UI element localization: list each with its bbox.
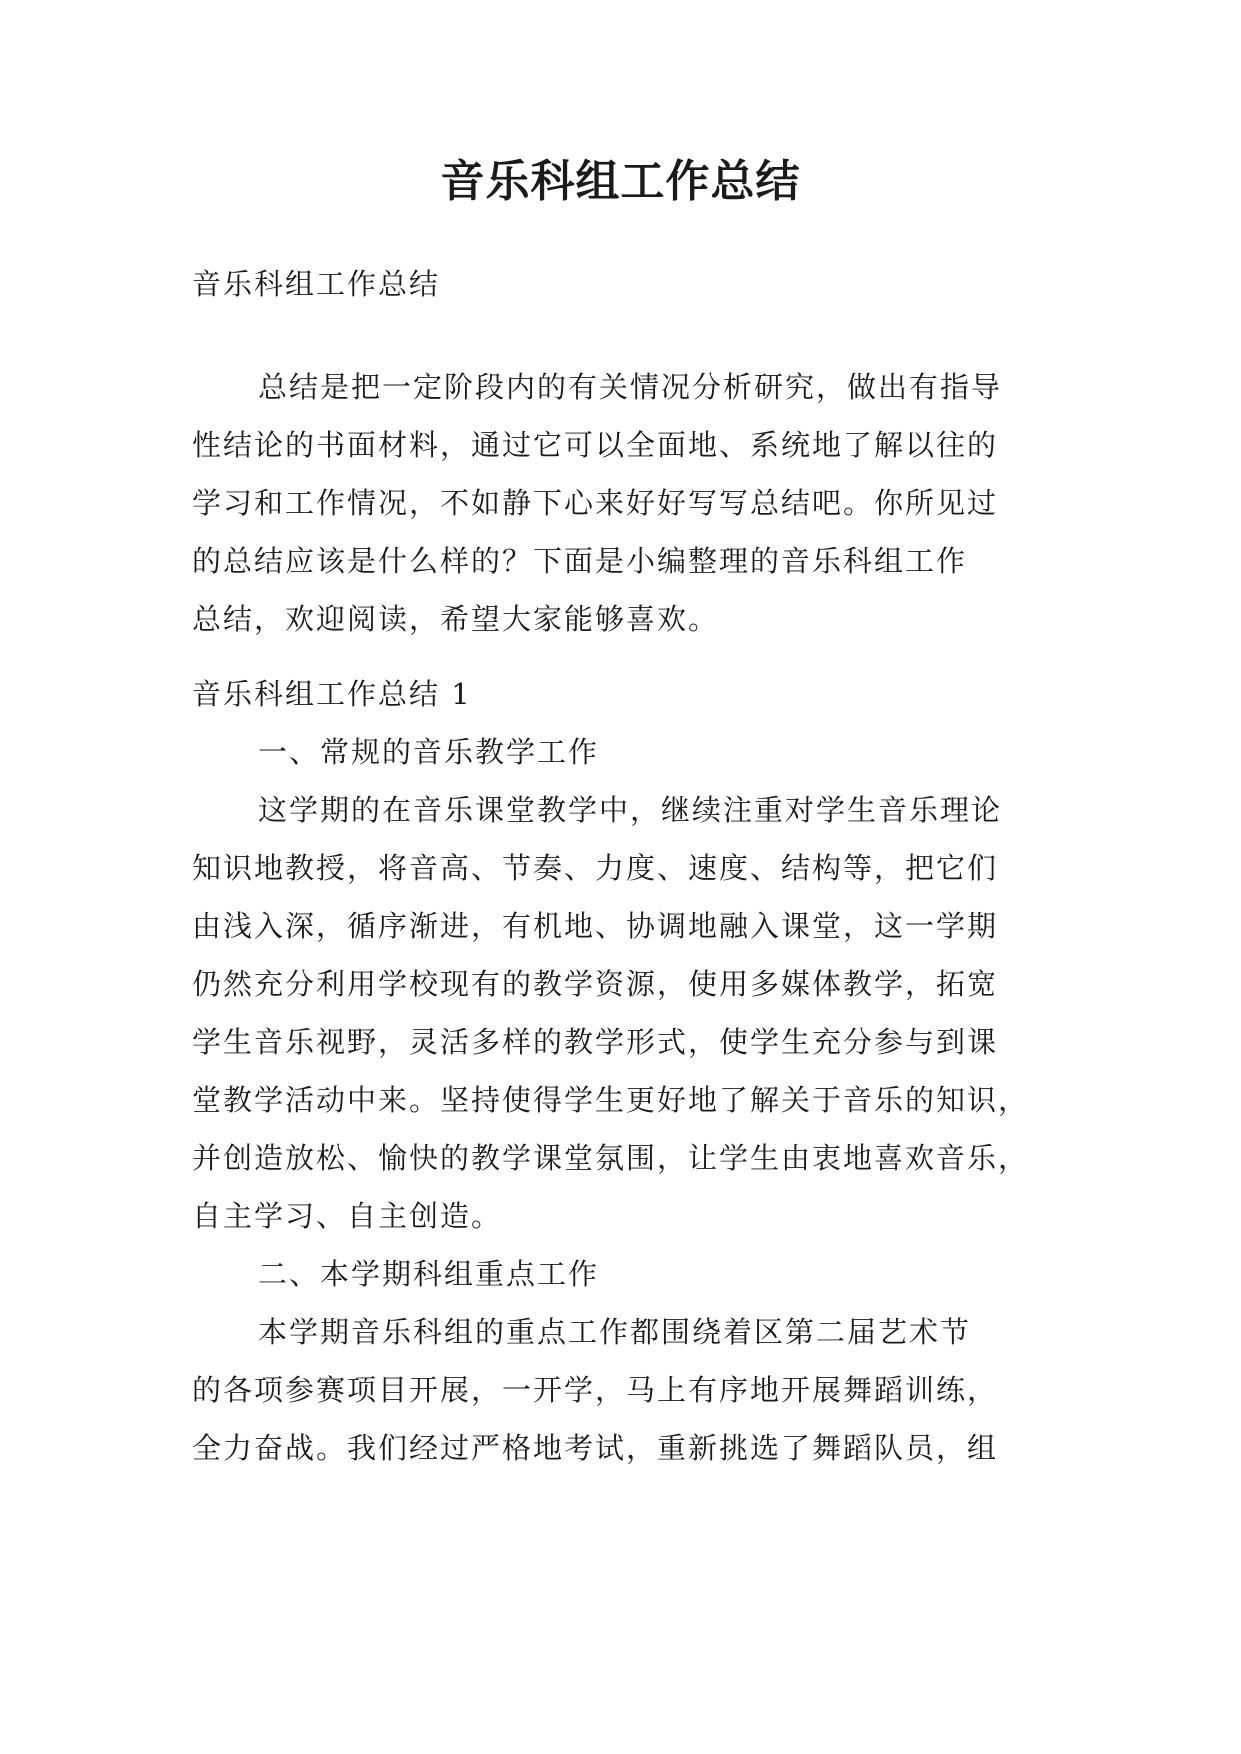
para-line: 这学期的在音乐课堂教学中，继续注重对学生音乐理论 [258, 793, 1003, 827]
para-line: 堂教学活动中来。坚持使得学生更好地了解关于音乐的知识， [192, 1083, 1030, 1117]
intro-line: 学习和工作情况，不如静下心来好好写写总结吧。你所见过 [192, 486, 999, 520]
para-line: 本学期音乐科组的重点工作都围绕着区第二届艺术节 [258, 1315, 972, 1349]
section-1 [192, 665, 1052, 1477]
para-line: 仍然充分利用学校现有的教学资源，使用多媒体教学，拓宽 [192, 967, 999, 1001]
intro-line: 性结论的书面材料，通过它可以全面地、系统地了解以往的 [192, 428, 999, 462]
para-line: 自主学习、自主创造。 [192, 1199, 503, 1233]
para-line: 的各项参赛项目开展，一开学，马上有序地开展舞蹈训练， [192, 1373, 999, 1407]
para-line: 全力奋战。我们经过严格地考试，重新挑选了舞蹈队员，组 [192, 1431, 999, 1465]
intro-line: 总结，欢迎阅读，希望大家能够喜欢。 [192, 602, 720, 636]
para-line: 由浅入深，循序渐进，有机地、协调地融入课堂，这一学期 [192, 909, 999, 943]
document-title: 音乐科组工作总结 [440, 156, 801, 207]
para-line: 并创造放松、愉快的教学课堂氛围，让学生由衷地喜欢音乐， [192, 1141, 1030, 1175]
para-line: 知识地教授，将音高、节奏、力度、速度、结构等，把它们 [192, 851, 999, 885]
intro-line: 的总结应该是什么样的？下面是小编整理的音乐科组工作 [192, 544, 968, 578]
para-line: 学生音乐视野，灵活多样的教学形式，使学生充分参与到课 [192, 1025, 999, 1059]
intro-line: 总结是把一定阶段内的有关情况分析研究，做出有指导 [258, 370, 1003, 404]
section-title: 音乐科组工作总结 1 [192, 677, 472, 711]
heading-regular-teaching: 一、常规的音乐教学工作 [258, 735, 600, 769]
intro-paragraph [192, 358, 1052, 648]
document-subtitle-block [192, 255, 1052, 313]
document-subtitle: 音乐科组工作总结 [192, 267, 441, 301]
heading-key-work: 二、本学期科组重点工作 [258, 1257, 600, 1291]
